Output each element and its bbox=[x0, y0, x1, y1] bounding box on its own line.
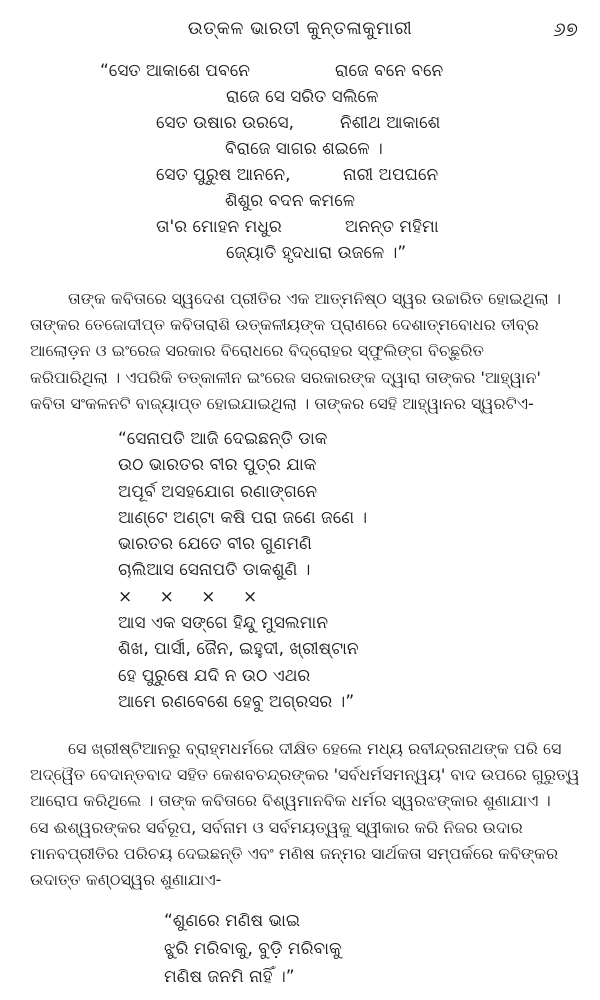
verse-line: ଆମେ ରଣବେଶେ ହେବୁ ଅଗ୍ରସର ।” bbox=[118, 691, 355, 712]
verse-block-3 bbox=[164, 907, 584, 991]
verse-line: ଭାରତର ଯେତେ ବୀର ଗୁଣମଣି bbox=[118, 534, 312, 555]
page-number: ୬୭ bbox=[553, 17, 578, 41]
verse-line: ଆସ ଏକ ସଙ୍ଗେ ହିନ୍ଦୁ ମୁସଲମାନ bbox=[118, 613, 329, 634]
paragraph-line: ସେ ଈଶ୍ୱରଙ୍କର ସର୍ବରୂପ, ସର୍ବନାମ ଓ ସର୍ବମୟତ୍ୱକୁ ସ୍ୱୀକାର କରି ନିଜର ଉଦାର bbox=[30, 817, 523, 837]
verse-line bbox=[0, 214, 600, 240]
verse-line bbox=[0, 162, 600, 188]
verse-line: ଶିଖ, ପାର୍ସୀ, ଜୈନ, ଇହୁଦୀ, ଖ୍ରୀଷ୍ଟାନ bbox=[118, 639, 359, 660]
verse-line: ଅପୂର୍ବ ଅସହଯୋଗ ରଣାଙ୍ଗନେ bbox=[118, 481, 318, 502]
paragraph-line: ମାନବପ୍ରୀତିର ପରିଚୟ ଦେଇଛନ୍ତି ଏବଂ ମଣିଷ ଜନ୍ମର ସାର୍ଥକତା ସମ୍ପର୍କରେ କବିଙ୍କର bbox=[30, 843, 559, 863]
verse-line bbox=[0, 136, 600, 162]
page-header bbox=[0, 14, 600, 44]
verse-line-right: ଅନନ୍ତ ମହିମା bbox=[345, 217, 439, 237]
paragraph-2 bbox=[30, 736, 580, 893]
verse-line: ଚାଲିଆସ ସେନାପତି ଡାକଶୁଣି । bbox=[118, 560, 311, 581]
verse-line bbox=[0, 240, 600, 266]
paragraph-1 bbox=[30, 286, 575, 417]
paragraph-line: ଆରୋପ କରିଥିଲେ । ତାଙ୍କ କବିତାରେ ବିଶ୍ୱମାନବିକ ଧର୍ମର ସ୍ୱରଝଙ୍କାର ଶୁଣାଯାଏ । bbox=[30, 791, 551, 811]
verse-line: ଉଠ ଭାରତର ବୀର ପୁତ୍ର ଯାକ bbox=[118, 455, 317, 476]
running-title: ଉତ୍କଳ ଭାରତୀ କୁନ୍ତଳାକୁମାରୀ bbox=[187, 18, 413, 39]
verse-line bbox=[0, 188, 600, 214]
verse-block-1 bbox=[0, 58, 600, 266]
verse-line-left: “ସେତ ଆକାଶେ ପବନେ bbox=[100, 61, 250, 81]
verse-line: ଆଣ୍ଟେ ଅଣ୍ଟା କଷି ପରା ଜଣେ ଜଣେ । bbox=[118, 507, 368, 528]
verse-line bbox=[0, 84, 600, 110]
verse-line: “ସେନାପତି ଆଜି ଦେଇଛନ୍ତି ଡାକ bbox=[118, 429, 328, 449]
verse-line-right: ଜ୍ୟୋତି ହୃଦଧାରା ଉଜଳେ ।” bbox=[226, 243, 407, 263]
verse-line-right: ନିଶୀଥ ଆକାଶେ bbox=[340, 113, 441, 133]
verse-line: “ଶୁଣରେ ମଣିଷ ଭାଇ bbox=[164, 911, 301, 931]
paragraph-line: ତାଙ୍କର ତେଜୋଦୀପ୍ତ କବିତାରାଶି ଉତ୍କଳୀୟଙ୍କ ପ୍ରାଣରେ ଦେଶାତ୍ମବୋଧର ତୀବ୍ର bbox=[30, 315, 539, 335]
verse-line bbox=[0, 58, 600, 84]
verse-line-left: ତା'ର ମୋହନ ମଧୁର bbox=[156, 217, 282, 237]
verse-line-right: ଶିଶୁର ବଦନ କମଳେ bbox=[225, 191, 356, 211]
verse-separator: × × × × bbox=[118, 586, 258, 607]
paragraph-line: ତାଙ୍କ କବିତାରେ ସ୍ୱଦେଶ ପ୍ରୀତିର ଏକ ଆତ୍ମନିଷ୍ଠ ସ୍ୱର ଉଚ୍ଚାରିତ ହୋଇଥିଲା । bbox=[68, 289, 562, 308]
verse-line-right: ନାରୀ ଅପଘନେ bbox=[343, 165, 439, 185]
verse-line: ହେ ପୁରୁଷେ ଯଦି ନ ଉଠ ଏଥର bbox=[118, 665, 311, 686]
verse-line bbox=[0, 110, 600, 136]
paragraph-line: ଅଦ୍ୱୈତ ବେଦାନ୍ତବାଦ ସହିତ କେଶବଚନ୍ଦ୍ରଙ୍କର 'ସର୍ବଧର୍ମସମନ୍ୱୟ' ବାଦ ଉପରେ ଗୁରୁତ୍ୱ bbox=[30, 765, 580, 785]
verse-line-left: ସେତ ଉଷାର ଉରସେ, bbox=[156, 113, 295, 133]
verse-line-right: ରାଜେ ବନେ ବନେ bbox=[335, 61, 444, 81]
verse-line-right: ରାଜେ ସେ ସରିତ ସଲିଳେ bbox=[226, 87, 379, 107]
verse-line: ଝୁରି ମରିବାକୁ, ବୁଡ଼ି ମରିବାକୁ bbox=[164, 939, 342, 959]
paragraph-line: ଆଲୋଡ଼ନ ଓ ଇଂରେଜ ସରକାର ବିରୋଧରେ ବିଦ୍ରୋହର ସ୍ଫୁଲିଙ୍ଗ ବିଚ୍ଛୁରିତ bbox=[30, 341, 484, 361]
paragraph-line: ଉଦାତ୍ତ କଣ୍ଠସ୍ୱର ଶୁଣାଯାଏ- bbox=[30, 869, 222, 889]
verse-line: ମଣିଷ ଜନମି ନାହିଁ ।” bbox=[164, 967, 295, 987]
verse-block-2 bbox=[118, 426, 558, 715]
verse-line-right: ବିରାଜେ ସାଗର ଶଇଳେ । bbox=[225, 139, 383, 159]
paragraph-line: କବିତା ସଂକଳନଟି ବାଜ୍ୟାପ୍ତ ହୋଇଯାଇଥିଲା । ତାଙ୍କର ସେହି ଆହ୍ୱାନର ସ୍ୱରଟିଏ- bbox=[30, 393, 534, 413]
verse-line-left: ସେତ ପୁରୁଷ ଆନନେ, bbox=[156, 165, 291, 185]
paragraph-line: କରିପାରିଥିଲା । ଏପରିକି ତତ୍କାଳୀନ ଇଂରେଜ ସରକାରଙ୍କ ଦ୍ୱାରା ତାଙ୍କର 'ଆହ୍ୱାନ' bbox=[30, 367, 541, 387]
paragraph-line: ସେ ଖ୍ରୀଷ୍ଟିଆନରୁ ବ୍ରାହ୍ମଧର୍ମରେ ଦୀକ୍ଷିତ ହେଲେ ମଧ୍ୟ ରବୀନ୍ଦ୍ରନାଥଙ୍କ ପରି ସେ bbox=[68, 739, 562, 758]
